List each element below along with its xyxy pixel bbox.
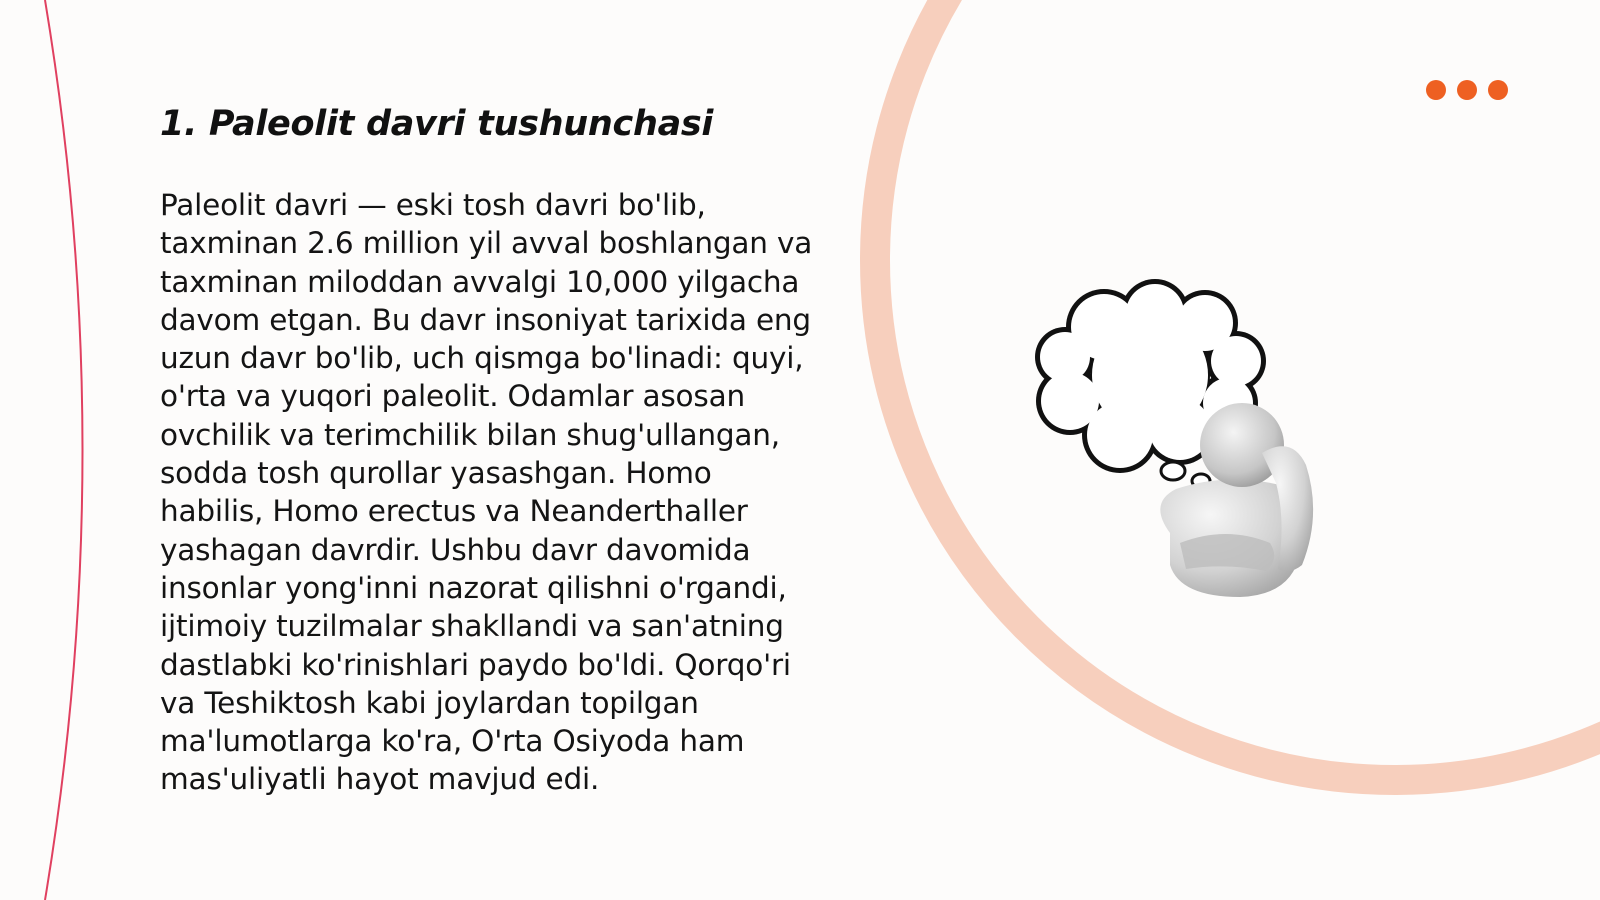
body-line: taxminan 2.6 million yil avval boshlangan va (160, 226, 813, 261)
left-edge-curve (45, 0, 83, 900)
dot-icon (1457, 80, 1477, 100)
body-line: ovchilik va terimchilik bilan shug'ullangan, (160, 417, 780, 452)
thinking-person-with-thought-bubble-icon (1030, 275, 1350, 615)
body-line: insonlar yong'inni nazorat qilishni o'rgandi, (160, 570, 787, 605)
body-line: dastlabki ko'rinishlari paydo bo'ldi. Qorqo'ri (160, 647, 791, 682)
dot-icon (1488, 80, 1508, 100)
body-line: sodda tosh qurollar yasashgan. Homo (160, 456, 712, 491)
body-line: uzun davr bo'lib, uch qismga bo'linadi: quyi, (160, 341, 804, 376)
body-line: va Teshiktosh kabi joylardan topilgan (160, 685, 699, 720)
slide-body-text (160, 186, 850, 799)
body-line: yashagan davrdir. Ushbu davr davomida (160, 532, 751, 567)
body-line: o'rta va yuqori paleolit. Odamlar asosan (160, 379, 745, 414)
body-line: ma'lumotlarga ko'ra, O'rta Osiyoda ham (160, 724, 745, 759)
body-line: Paleolit davri — eski tosh davri bo'lib, (160, 188, 706, 222)
body-line: mas'uliyatli hayot mavjud edi. (160, 762, 600, 797)
slide-title: 1. Paleolit davri tushunchasi (160, 104, 714, 144)
decorative-dots (1426, 80, 1508, 100)
dot-icon (1426, 80, 1446, 100)
body-line: habilis, Homo erectus va Neanderthaller (160, 494, 748, 529)
body-line: davom etgan. Bu davr insoniyat tarixida eng (160, 302, 811, 337)
body-line: taxminan miloddan avvalgi 10,000 yilgacha (160, 264, 800, 299)
body-line: ijtimoiy tuzilmalar shakllandi va san'atning (160, 609, 784, 644)
